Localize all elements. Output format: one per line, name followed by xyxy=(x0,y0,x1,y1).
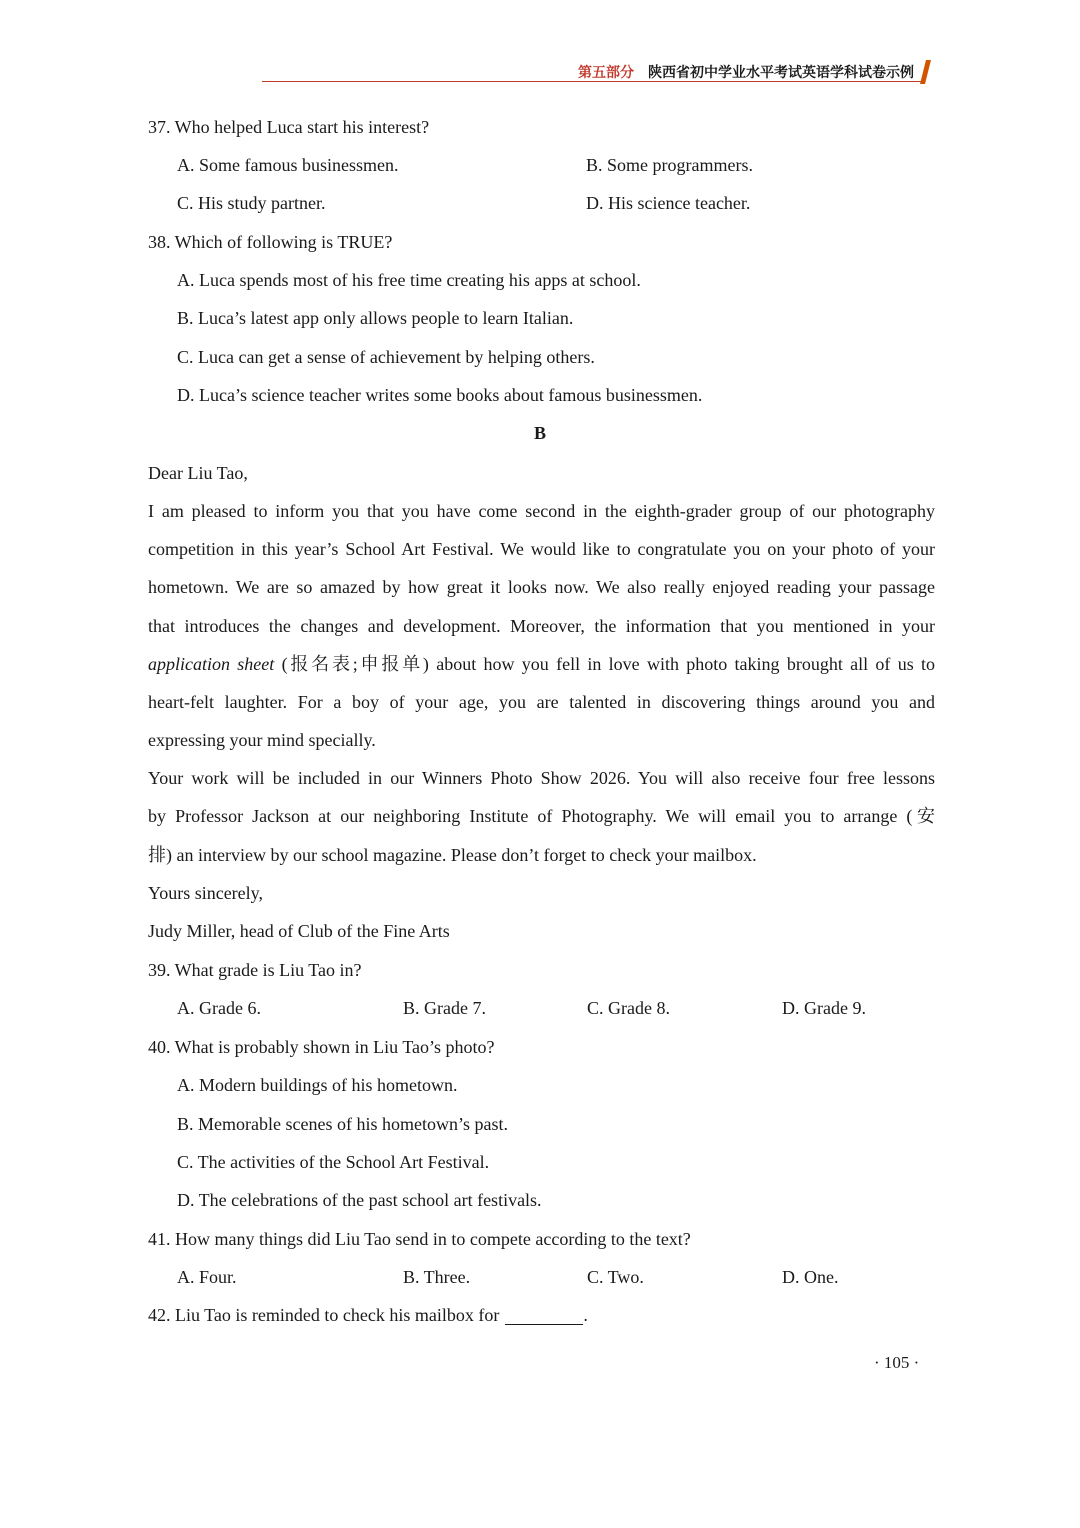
letter-p1-line: I am pleased to inform you that you have come second in the eighth-grader group of our photography xyxy=(148,501,935,521)
question-41-option-c: C. Two. xyxy=(587,1267,644,1287)
question-39-option-b: B. Grade 7. xyxy=(403,998,486,1018)
header-accent xyxy=(920,60,931,84)
header-title: 陕西省初中学业水平考试英语学科试卷示例 xyxy=(648,65,914,81)
question-42-text: 42. Liu Tao is reminded to check his mailbox for xyxy=(148,1305,500,1325)
question-40-option-c: C. The activities of the School Art Festival. xyxy=(177,1152,490,1172)
question-38-option-a: A. Luca spends most of his free time creating his apps at school. xyxy=(177,270,641,290)
letter-signature: Judy Miller, head of Club of the Fine Arts xyxy=(148,921,450,941)
letter-p1-line: hometown. We are so amazed by how great it looks now. We also really enjoyed reading your passage xyxy=(148,577,935,597)
glossed-term: application sheet xyxy=(148,654,275,674)
letter-p2-line: Your work will be included in our Winners Photo Show 2026. You will also receive four free lessons xyxy=(148,768,935,788)
letter-p1-line: competition in this year’s School Art Festival. We would like to congratulate you on your photo of your xyxy=(148,539,935,559)
question-38-option-d: D. Luca’s science teacher writes some books about famous businessmen. xyxy=(177,385,703,405)
question-39-option-d: D. Grade 9. xyxy=(782,998,866,1018)
question-38-option-c: C. Luca can get a sense of achievement by helping others. xyxy=(177,347,595,367)
letter-greeting: Dear Liu Tao, xyxy=(148,463,248,483)
question-38-stem: 38. Which of following is TRUE? xyxy=(148,232,393,252)
question-42-end: . xyxy=(583,1305,588,1325)
question-37-option-b: B. Some programmers. xyxy=(586,155,753,175)
question-41-option-d: D. One. xyxy=(782,1267,839,1287)
letter-p2-line: by Professor Jackson at our neighboring Institute of Photography. We will email you to arrange (安 xyxy=(148,806,935,826)
letter-p1-line: that introduces the changes and development. Moreover, the information that you mentioned in your xyxy=(148,616,935,636)
letter-p2-line: 排) an interview by our school magazine. Please don’t forget to check your mailbox. xyxy=(148,845,757,865)
section-label: B xyxy=(533,423,546,443)
letter-p1-line: heart-felt laughter. For a boy of your age, you are talented in discovering things around you and xyxy=(148,692,935,712)
question-40-option-b: B. Memorable scenes of his hometown’s past. xyxy=(177,1114,508,1134)
letter-p1-line xyxy=(148,652,935,676)
question-41-stem: 41. How many things did Liu Tao send in to compete according to the text? xyxy=(148,1229,691,1249)
question-40-option-a: A. Modern buildings of his hometown. xyxy=(177,1075,458,1095)
question-39-option-a: A. Grade 6. xyxy=(177,998,261,1018)
letter-p1-line: expressing your mind specially. xyxy=(148,730,376,750)
question-40-stem: 40. What is probably shown in Liu Tao’s photo? xyxy=(148,1037,495,1057)
question-41-option-a: A. Four. xyxy=(177,1267,237,1287)
header-rule xyxy=(262,81,922,82)
question-37-option-a: A. Some famous businessmen. xyxy=(177,155,399,175)
question-38-option-b: B. Luca’s latest app only allows people to learn Italian. xyxy=(177,308,574,328)
question-37-option-c: C. His study partner. xyxy=(177,193,326,213)
header-text xyxy=(578,62,914,82)
question-41-option-b: B. Three. xyxy=(403,1267,471,1287)
header-part: 第五部分 xyxy=(578,65,634,81)
question-42-stem xyxy=(148,1303,588,1327)
question-37-option-d: D. His science teacher. xyxy=(586,193,751,213)
answer-blank xyxy=(505,1306,583,1325)
question-39-stem: 39. What grade is Liu Tao in? xyxy=(148,960,362,980)
question-37-stem: 37. Who helped Luca start his interest? xyxy=(148,117,430,137)
letter-p1-line-rest: (报名表;申报单) about how you fell in love with photo taking brought all of us to xyxy=(281,654,936,674)
question-40-option-d: D. The celebrations of the past school art festivals. xyxy=(177,1190,542,1210)
page-header xyxy=(262,58,930,84)
letter-closing: Yours sincerely, xyxy=(148,883,263,903)
page-number: · 105 · xyxy=(874,1353,920,1372)
question-39-option-c: C. Grade 8. xyxy=(587,998,670,1018)
